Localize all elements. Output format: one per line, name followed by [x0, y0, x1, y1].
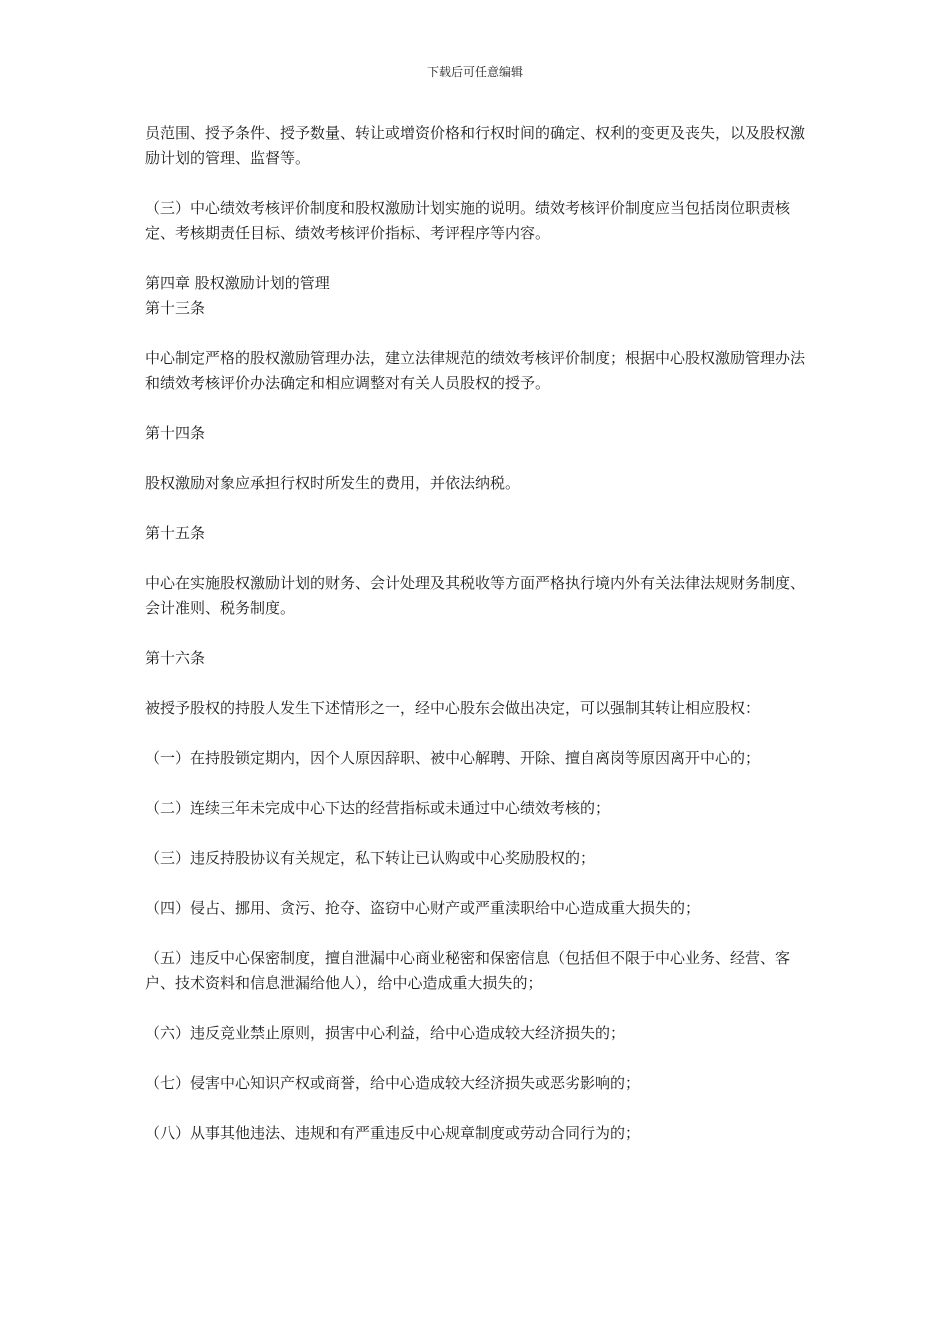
list-item-1: （一）在持股锁定期内，因个人原因辞职、被中心解聘、开除、擅自离岗等原因离开中心的；	[145, 749, 761, 767]
page-header: 下载后可任意编辑	[426, 65, 523, 79]
paragraph-article-16: 被授予股权的持股人发生下述情形之一，经中心股东会做出决定，可以强制其转让相应股权：	[145, 699, 761, 717]
article-heading-14: 第十四条	[145, 424, 206, 442]
article-heading-15: 第十五条	[145, 524, 206, 542]
list-item-8: （八）从事其他违法、违规和有严重违反中心规章制度或劳动合同行为的；	[145, 1124, 641, 1142]
paragraph-item-3-assessment: （三）中心绩效考核评价制度和股权激励计划实施的说明。绩效考核评价制度应当包括岗位职责核定、考核期责任目标、绩效考核评价指标、考评程序等内容。	[145, 199, 791, 242]
paragraph-article-14: 股权激励对象应承担行权时所发生的费用，并依法纳税。	[145, 474, 521, 492]
document-body	[145, 121, 810, 1171]
article-heading-13: 第十三条	[145, 299, 206, 317]
list-item-2: （二）连续三年未完成中心下达的经营指标或未通过中心绩效考核的；	[145, 799, 611, 817]
chapter-heading: 第四章 股权激励计划的管理	[145, 274, 330, 292]
list-item-4: （四）侵占、挪用、贪污、抢夺、盗窃中心财产或严重渎职给中心造成重大损失的；	[145, 899, 701, 917]
paragraph-scope-continuation: 员范围、授予条件、授予数量、转让或增资价格和行权时间的确定、权利的变更及丧失，以及股权激励计划的管理、监督等。	[145, 124, 806, 167]
list-item-5: （五）违反中心保密制度，擅自泄漏中心商业秘密和保密信息（包括但不限于中心业务、经营、客户、技术资料和信息泄漏给他人），给中心造成重大损失的；	[145, 949, 791, 992]
paragraph-article-15: 中心在实施股权激励计划的财务、会计处理及其税收等方面严格执行境内外有关法律法规财务制度、会计准则、税务制度。	[145, 574, 806, 617]
article-heading-16: 第十六条	[145, 649, 206, 667]
list-item-6: （六）违反竞业禁止原则，损害中心利益，给中心造成较大经济损失的；	[145, 1024, 626, 1042]
list-item-7: （七）侵害中心知识产权或商誉，给中心造成较大经济损失或恶劣影响的；	[145, 1074, 641, 1092]
list-item-3: （三）违反持股协议有关规定，私下转让已认购或中心奖励股权的；	[145, 849, 596, 867]
paragraph-article-13: 中心制定严格的股权激励管理办法，建立法律规范的绩效考核评价制度；根据中心股权激励管理办法和绩效考核评价办法确定和相应调整对有关人员股权的授予。	[145, 349, 806, 392]
